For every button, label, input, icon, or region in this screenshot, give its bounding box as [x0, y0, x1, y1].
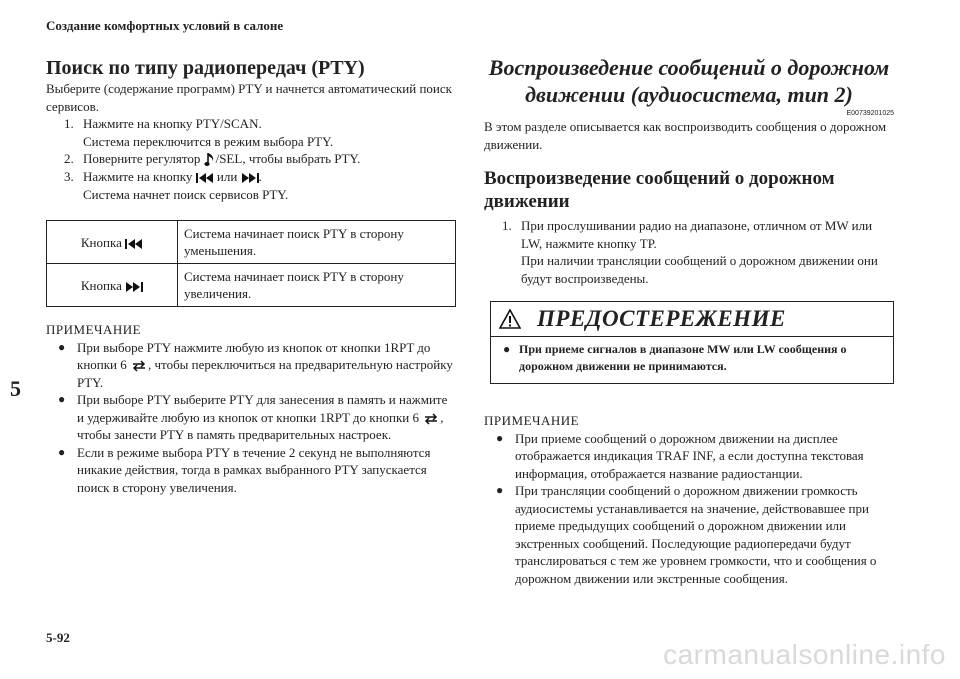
traffic-section-title: Воспроизведение сообщений о дорожном движении (аудиосистема, тип 2) — [488, 55, 890, 107]
note-item: ● Если в режиме выбора PTY в течение 2 секунд не выполняются никакие действия, тогда в рамках выбранного PTY запускается поиск в сторону увеличения. — [58, 444, 431, 495]
traffic-subtitle: Воспроизведение сообщений о дорожном движении — [484, 168, 835, 212]
right-column — [484, 56, 894, 587]
caution-header — [491, 302, 893, 337]
repeat-icon — [422, 413, 440, 425]
table-row — [47, 221, 456, 264]
caution-title: ПРЕДОСТЕРЕЖЕНИЕ — [537, 306, 786, 332]
bullet-icon: ● — [58, 444, 66, 459]
note-item: ● При трансляции сообщений о дорожном движении громкость аудиосистемы устанавливается на значение, действовавшее при приеме предыдущих сообщений о дорожном движении или экстренных сообщений. Последующие радиопередачи будут транслироваться с тем же уровнем громкости, что и сообщения о дорожном движении или экстренные сообщения. — [496, 483, 877, 586]
skip-back-icon — [196, 173, 214, 183]
bullet-icon: ● — [58, 392, 66, 407]
pty-search-title: Поиск по типу радиопередач (PTY) — [46, 57, 365, 79]
table-key-cell: Кнопка — [47, 221, 178, 264]
warning-triangle-icon — [499, 309, 521, 329]
skip-forward-icon — [125, 282, 143, 292]
step-2: 2. Поверните регулятор /SEL, чтобы выбрать PTY. — [64, 150, 456, 168]
note-item: ● При выборе PTY нажмите любую из кнопок от кнопки 1RPT до кнопки 6 , чтобы переключиться на предварительную настройку PTY. — [58, 339, 453, 390]
section-code: E00739201025 — [846, 110, 894, 117]
traffic-step-1-result: При наличии трансляции сообщений о дорожном движении они будут воспроизведены. — [521, 253, 878, 286]
bullet-icon: ● — [496, 430, 504, 445]
repeat-icon — [130, 360, 148, 372]
table-row — [47, 264, 456, 307]
skip-forward-icon — [241, 173, 259, 183]
table-desc-cell: Система начинает поиск PTY в сторону увеличения. — [178, 264, 456, 307]
caution-box — [490, 301, 894, 384]
pty-intro: Выберите (содержание программ) PTY и начнется автоматический поиск сервисов. — [46, 81, 452, 114]
step-1-result: Система переключится в режим выбора PTY. — [83, 133, 334, 149]
note-item: ● При приеме сообщений о дорожном движении на дисплее отображается индикация TRAF INF, а если доступна текстовая информация, отображается название радиостанции. — [496, 430, 864, 481]
note-heading: ПРИМЕЧАНИЕ — [46, 322, 142, 338]
chapter-tab: 5 — [10, 376, 21, 401]
bullet-icon: ● — [58, 339, 66, 354]
step-3: 3. Нажмите на кнопку или . — [64, 169, 262, 185]
page-header: Создание комфортных условий в салоне — [46, 18, 284, 33]
table-key-cell: Кнопка — [47, 264, 178, 307]
left-column — [46, 56, 456, 496]
note-heading: ПРИМЕЧАНИЕ — [484, 413, 580, 428]
page-number: 5-92 — [46, 630, 70, 645]
watermark: carmanualsonline.info — [663, 639, 946, 670]
table-desc-cell: Система начинает поиск PTY в сторону уменьшения. — [178, 221, 456, 264]
bullet-icon: ● — [503, 342, 511, 356]
bullet-icon: ● — [496, 483, 504, 497]
step-1: 1. Нажмите на кнопку PTY/SCAN. — [64, 116, 262, 131]
pty-button-table — [46, 220, 456, 307]
traffic-intro: В этом разделе описывается как воспроизводить сообщения о дорожном движении. — [484, 119, 887, 152]
note-item: ● При выборе PTY выберите PTY для занесения в память и нажмите и удерживайте любую из кнопок от кнопки 1RPT до кнопки 6 , чтобы занести PTY в память предварительных настроек. — [58, 392, 448, 443]
caution-body: ● При приеме сигналов в диапазоне MW или LW сообщения о дорожном движении не принимаются. — [503, 342, 847, 373]
step-3-result: Система начнет поиск сервисов PTY. — [83, 186, 289, 202]
skip-back-icon — [125, 239, 143, 249]
traffic-step-1: 1. При прослушивании радио на диапазоне, отличном от MW или LW, нажмите кнопку TP. — [502, 218, 873, 251]
music-note-icon — [204, 152, 216, 168]
